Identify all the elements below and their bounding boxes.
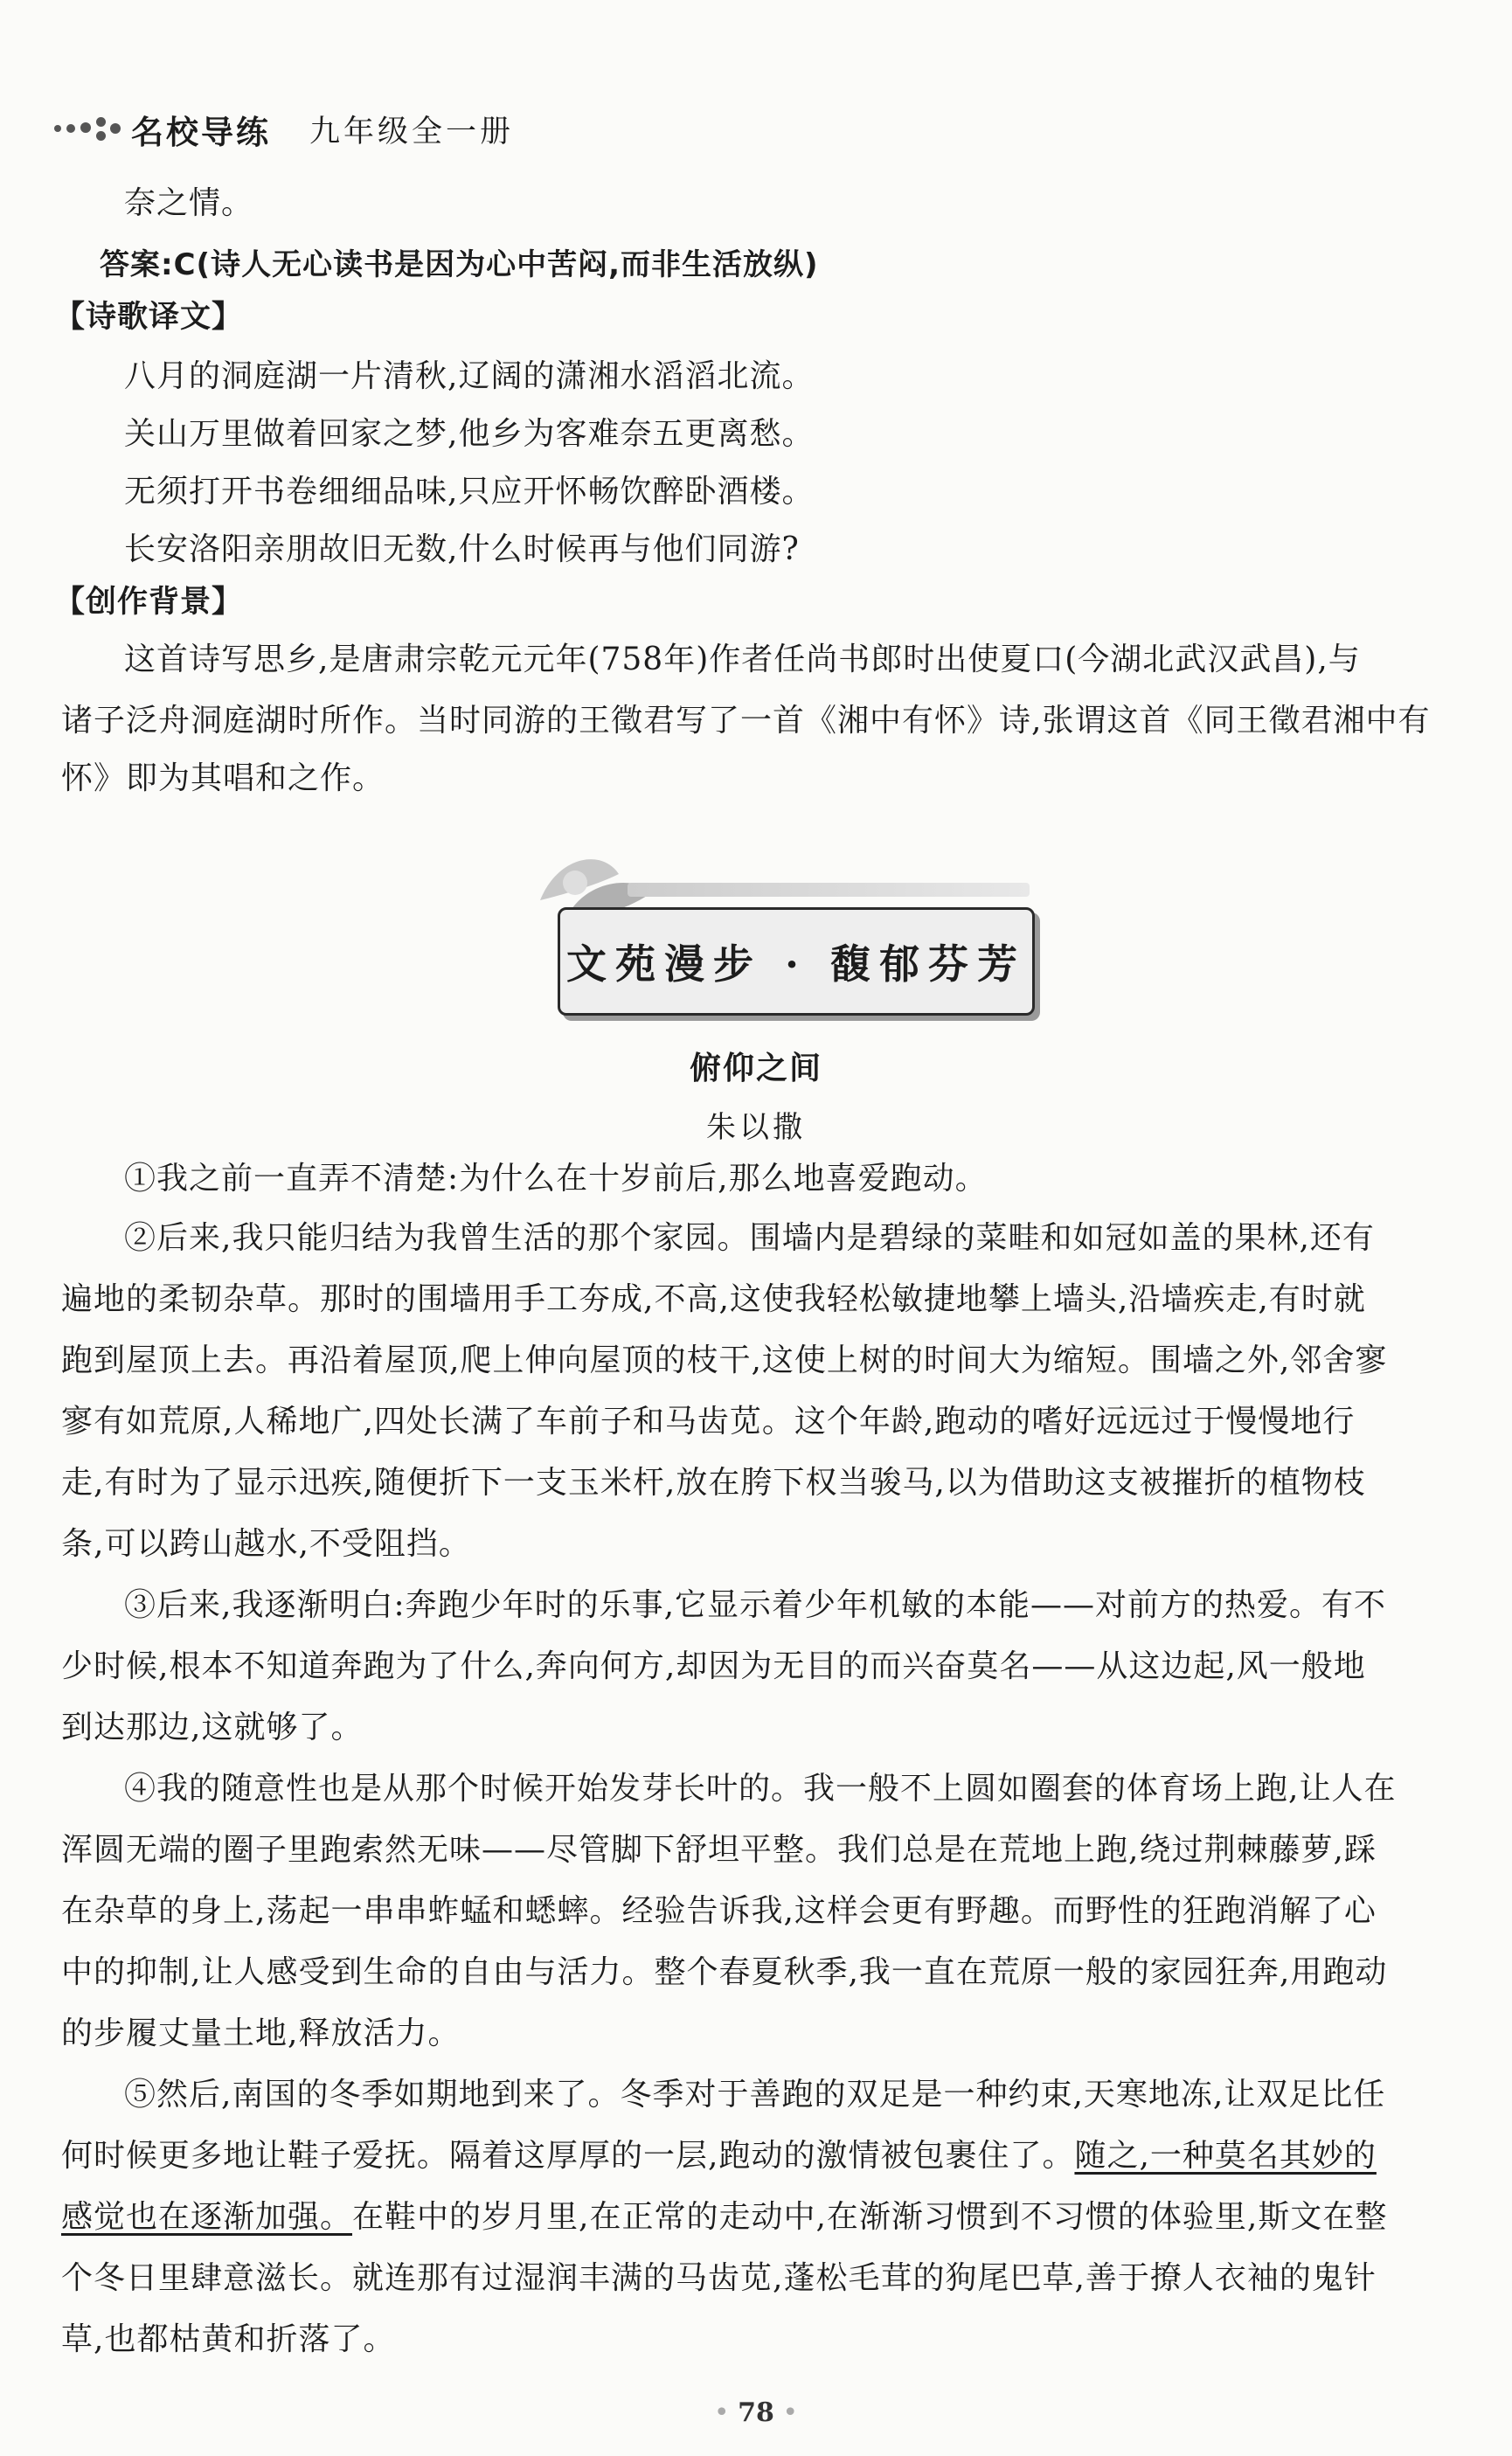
page-header — [54, 103, 514, 156]
article-line — [61, 2136, 1503, 2176]
banner-title: 文苑漫步 · 馥郁芬芳 — [565, 940, 1027, 988]
banner-box — [558, 907, 1035, 1016]
article-line: 少时候,根本不知道奔跑为了什么,奔向何方,却因为无目的而兴奋莫名——从这边起,风一般地 — [61, 1648, 1366, 1684]
article-line: 跑到屋顶上去。再沿着屋顶,爬上伸向屋顶的枝干,这使上树的时间大为缩短。围墙之外,邻舍寥 — [61, 1342, 1388, 1378]
translation-line: 长安洛阳亲朋故旧无数,什么时候再与他们同游? — [124, 531, 800, 567]
article-line: ⑤然后,南国的冬季如期地到来了。冬季对于善跑的双足是一种约束,天寒地冻,让双足比任 — [124, 2077, 1386, 2113]
article-line — [61, 2197, 1503, 2237]
article-line: ④我的随意性也是从那个时候开始发芽长叶的。我一般不上圆如圈套的体育场上跑,让人在 — [124, 1771, 1397, 1807]
underlined-text: 随之,一种莫名其妙的 — [1074, 2138, 1377, 2174]
text-line: 奈之情。 — [124, 185, 254, 221]
article-author: 朱以撒 — [706, 1110, 806, 1145]
underlined-text: 感觉也在逐渐加强。 — [61, 2199, 353, 2235]
answer-line: 答案:C(诗人无心读书是因为心中苦闷,而非生活放纵) — [100, 247, 819, 282]
brand-title: 名校导练 — [131, 114, 271, 151]
article-line: ③后来,我逐渐明白:奔跑少年时的乐事,它显示着少年机敏的本能——对前方的热爱。有不 — [124, 1587, 1387, 1623]
grade-label: 九年级全一册 — [309, 114, 515, 149]
background-line: 这首诗写思乡,是唐肃宗乾元元年(758年)作者任尚书郎时出使夏口(今湖北武汉武昌),与 — [124, 642, 1361, 677]
article-line: 遍地的柔韧杂草。那时的围墙用手工夯成,不高,这使我轻松敏捷地攀上墙头,沿墙疾走,有时就 — [61, 1281, 1366, 1317]
section-banner — [523, 839, 1038, 1031]
article-line: 走,有时为了显示迅疾,随便折下一支玉米杆,放在胯下权当骏马,以为借助这支被摧折的植物枝 — [61, 1465, 1366, 1501]
translation-line: 无须打开书卷细细品味,只应开怀畅饮醉卧酒楼。 — [124, 474, 815, 510]
article-line: 到达那边,这就够了。 — [61, 1710, 364, 1745]
banner-strip — [628, 883, 1030, 897]
article-text: 何时候更多地让鞋子爱抚。隔着这厚厚的一层,跑动的激情被包裹住了。 — [61, 2138, 1075, 2174]
section-title-translation: 【诗歌译文】 — [54, 300, 244, 335]
article-line: ①我之前一直弄不清楚:为什么在十岁前后,那么地喜爱跑动。 — [124, 1161, 988, 1197]
article-line: 浑圆无端的圈子里跑索然无味——尽管脚下舒坦平整。我们总是在荒地上跑,绕过荆棘藤萝,踩 — [61, 1832, 1377, 1868]
article-line: 草,也都枯黄和折落了。 — [61, 2321, 396, 2357]
dots-logo-icon — [54, 114, 122, 144]
article-line: ②后来,我只能归结为我曾生活的那个家园。围墙内是碧绿的菜畦和如冠如盖的果林,还有 — [124, 1220, 1375, 1256]
article-text: 在鞋中的岁月里,在正常的走动中,在渐渐习惯到不习惯的体验里,斯文在整 — [352, 2199, 1388, 2235]
article-line: 寥有如荒原,人稀地广,四处长满了车前子和马齿苋。这个年龄,跑动的嗜好远远过于慢慢地行 — [61, 1404, 1356, 1440]
article-line: 个冬日里肆意滋长。就连那有过湿润丰满的马齿苋,蓬松毛茸的狗尾巴草,善于撩人衣袖的鬼针 — [61, 2260, 1377, 2296]
article-title: 俯仰之间 — [689, 1051, 822, 1086]
page-number: • 78 • — [713, 2397, 799, 2428]
section-title-background: 【创作背景】 — [54, 585, 244, 620]
article-line: 条,可以跨山越水,不受阻挡。 — [61, 1526, 471, 1562]
article-line: 的步履丈量土地,释放活力。 — [61, 2015, 461, 2051]
background-line: 诸子泛舟洞庭湖时所作。当时同游的王徵君写了一首《湘中有怀》诗,张谓这首《同王徵君湘中有 — [61, 703, 1431, 739]
article-line: 中的抑制,让人感受到生命的自由与活力。整个春夏秋季,我一直在荒原一般的家园狂奔,用跑动 — [61, 1954, 1388, 1990]
translation-line: 关山万里做着回家之梦,他乡为客难奈五更离愁。 — [124, 416, 815, 452]
translation-line: 八月的洞庭湖一片清秋,辽阔的潇湘水滔滔北流。 — [124, 358, 815, 394]
background-line: 怀》即为其唱和之作。 — [61, 760, 385, 796]
article-line: 在杂草的身上,荡起一串串蚱蜢和蟋蟀。经验告诉我,这样会更有野趣。而野性的狂跑消解了心 — [61, 1893, 1377, 1929]
page-number-value: 78 — [738, 2397, 774, 2428]
